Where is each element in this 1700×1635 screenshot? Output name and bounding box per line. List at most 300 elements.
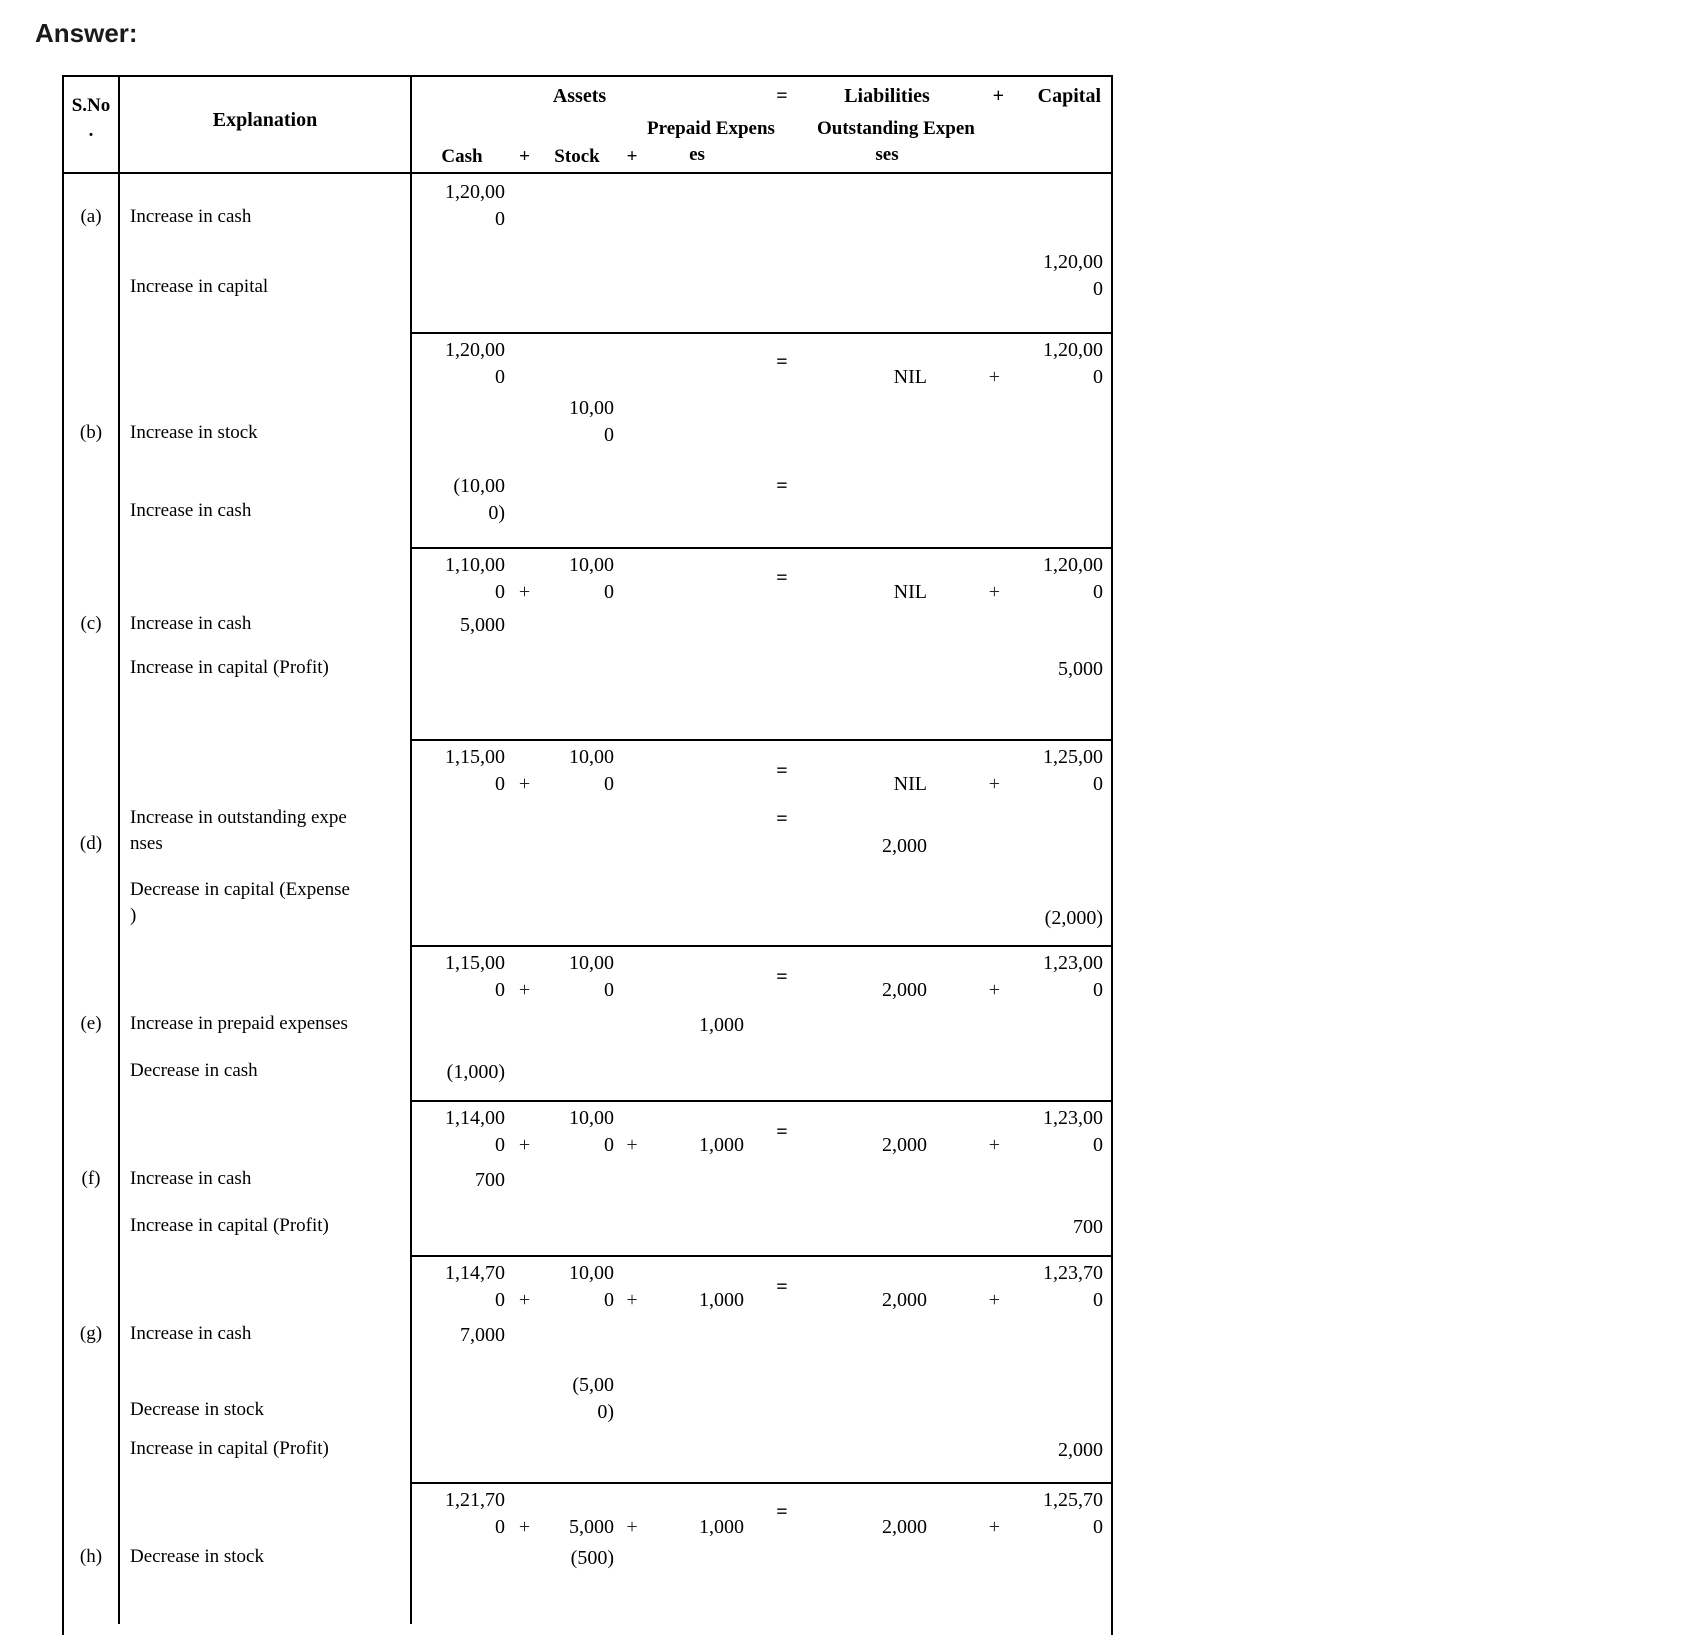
value-line — [1012, 878, 1103, 905]
table-row-e-balance — [64, 1100, 1111, 1162]
explanation-line: nses — [130, 833, 163, 854]
value-line: + — [626, 1134, 638, 1156]
equals-sign — [747, 390, 817, 468]
value-line: + — [518, 581, 531, 603]
value-line — [957, 1487, 1000, 1514]
accounting-equation-table — [62, 75, 1113, 1635]
sno-cell — [64, 1432, 120, 1482]
value-line: 10,00 — [569, 1262, 614, 1284]
prepaid-expenses-cell — [647, 651, 747, 695]
value-line: 1,000 — [699, 1289, 744, 1311]
cash-cell — [412, 1432, 512, 1482]
capital-cell — [1012, 1007, 1111, 1054]
stock-cell — [537, 468, 617, 547]
plus-operator-1 — [512, 1162, 537, 1209]
plus-operator-3 — [957, 1007, 1012, 1054]
cash-cell — [412, 1484, 512, 1541]
table-row-g-balance — [64, 1482, 1111, 1540]
explanation-cell — [120, 1584, 412, 1624]
table-row-g-entry — [64, 1367, 1111, 1432]
plus-operator-3 — [957, 1540, 1012, 1584]
plus-operator-3 — [957, 1317, 1012, 1367]
table-row-h-entry — [64, 1540, 1111, 1584]
plus-column-spacer — [957, 113, 1012, 174]
explanation-line: Increase in cash — [130, 1323, 252, 1344]
explanation-line: Increase in capital — [130, 276, 269, 297]
prepaid-expenses-header — [647, 113, 775, 174]
sno-cell — [64, 390, 120, 468]
value-line: NIL — [893, 366, 927, 388]
explanation-cell — [120, 651, 412, 695]
stock-cell — [537, 1054, 617, 1100]
value-line — [817, 337, 927, 364]
value-line: 700 — [475, 1169, 505, 1191]
table-row-f-entry — [64, 1209, 1111, 1255]
explanation-line — [130, 248, 131, 274]
sno-cell — [64, 739, 120, 801]
cash-cell — [412, 651, 512, 695]
explanation-cell — [120, 1100, 412, 1162]
value-line — [817, 744, 927, 771]
stock-cell — [537, 1162, 617, 1209]
plus-operator-3 — [957, 1367, 1012, 1432]
value-line: 1,15,00 — [445, 952, 505, 974]
explanation-cell — [120, 1367, 412, 1432]
explanation-cell — [120, 174, 412, 244]
value-line — [512, 744, 537, 771]
outstanding-expenses-cell — [817, 873, 957, 945]
equation-area — [412, 547, 1111, 607]
prepaid-expenses-cell — [647, 1054, 747, 1100]
explanation-cell — [120, 1540, 412, 1584]
value-line: NIL — [893, 773, 927, 795]
value-line: 10,00 — [569, 1107, 614, 1129]
sno-cell — [64, 607, 120, 651]
table-row-a-entry — [64, 174, 1111, 244]
value-line: 7,000 — [460, 1324, 505, 1346]
stock-cell — [537, 334, 617, 391]
cash-cell — [412, 607, 512, 651]
explanation-cell — [120, 607, 412, 651]
plus-operator-2 — [617, 1432, 647, 1482]
equation-area — [412, 1317, 1111, 1367]
explanation-line: Increase in cash — [130, 1168, 252, 1189]
sno-cell — [64, 1317, 120, 1367]
plus-sign-header: + — [992, 85, 1004, 107]
equals-sign — [747, 1484, 817, 1541]
value-line: (2,000) — [1044, 907, 1103, 929]
equation-area — [412, 332, 1111, 391]
equals-sign — [747, 334, 817, 391]
prepaid-expenses-cell — [647, 390, 747, 468]
explanation-column-header — [120, 77, 412, 174]
value-line: 5,000 — [569, 1516, 614, 1538]
equation-area — [412, 695, 1111, 739]
value-line: 0 — [495, 208, 505, 230]
stock-cell — [537, 1317, 617, 1367]
plus-operator-1 — [512, 1367, 537, 1432]
value-line: 0 — [1093, 773, 1103, 795]
value-line: 2,000 — [882, 979, 927, 1001]
plus-operator-3 — [957, 1257, 1012, 1317]
value-line: 2,000 — [882, 1516, 927, 1538]
value-line — [617, 1260, 647, 1287]
sno-cell — [64, 1162, 120, 1209]
value-line: 0 — [495, 979, 505, 1001]
value-line: 1,000 — [699, 1516, 744, 1538]
plus-operator-2 — [617, 468, 647, 547]
value-line: (10,00 — [453, 475, 505, 497]
plus-operator-3 — [957, 873, 1012, 945]
plus-operator-2 — [617, 390, 647, 468]
plus-operator-2 — [617, 873, 647, 945]
table-row-b-entry — [64, 390, 1111, 468]
equals-sign — [747, 174, 817, 244]
value-line: 0 — [1093, 366, 1103, 388]
value-line: 0 — [1093, 278, 1103, 300]
sno-label — [91, 805, 92, 831]
equals-sign — [747, 947, 817, 1007]
prepaid-expenses-cell — [647, 1102, 747, 1162]
plus-operator-2 — [617, 174, 647, 244]
value-line: 1,10,00 — [445, 554, 505, 576]
plus-operator-2 — [617, 947, 647, 1007]
sno-label: (b) — [79, 422, 103, 443]
value-line: (1,000) — [446, 1061, 505, 1083]
sno-cell — [64, 1540, 120, 1584]
capital-cell — [1012, 947, 1111, 1007]
value-line: (500) — [570, 1547, 614, 1569]
value-line — [817, 1487, 927, 1514]
value-line: 10,00 — [569, 746, 614, 768]
equation-area — [412, 1162, 1111, 1209]
plus-operator-2 — [617, 1367, 647, 1432]
plus-operator-2 — [617, 1162, 647, 1209]
plus-operator-1 — [512, 1054, 537, 1100]
answer-label: Answer: — [35, 18, 138, 48]
table-row-b-balance — [64, 547, 1111, 607]
sno-cell — [64, 945, 120, 1007]
equation-area — [412, 651, 1111, 695]
prepaid-expenses-cell — [647, 1162, 747, 1209]
plus-operator-3 — [957, 334, 1012, 391]
value-line: = — [776, 759, 788, 782]
value-line — [817, 806, 927, 833]
value-line: 0 — [1093, 581, 1103, 603]
plus-operator-1 — [512, 607, 537, 651]
value-line: 0 — [1093, 1289, 1103, 1311]
table-row-d-entry — [64, 801, 1111, 873]
plus-operator-3 — [957, 741, 1012, 801]
value-line: 1,25,70 — [1043, 1489, 1103, 1511]
value-line — [537, 1487, 614, 1514]
value-line: 0 — [495, 581, 505, 603]
value-line — [617, 1105, 647, 1132]
liabilities-header: Liabilities — [844, 85, 930, 107]
plus-operator-1 — [512, 873, 537, 945]
capital-header: Capital — [1037, 85, 1101, 107]
explanation-line: Increase in stock — [130, 422, 258, 443]
table-row-g-entry — [64, 1432, 1111, 1482]
plus-operator-1 — [512, 1317, 537, 1367]
outstanding-expenses-cell — [817, 390, 957, 468]
cash-cell — [412, 741, 512, 801]
value-line: + — [988, 581, 1000, 603]
explanation-cell — [120, 1209, 412, 1255]
explanation-line: Increase in prepaid expenses — [130, 1013, 348, 1034]
value-line — [512, 1260, 537, 1287]
equation-area — [412, 1584, 1111, 1624]
sno-cell — [64, 1209, 120, 1255]
cash-cell — [412, 1054, 512, 1100]
outstanding-expenses-cell — [817, 244, 957, 332]
explanation-cell — [120, 1162, 412, 1209]
table-row-c-entry — [64, 651, 1111, 695]
cash-cell — [412, 801, 512, 873]
equation-header — [412, 77, 1111, 174]
capital-cell — [1012, 873, 1111, 945]
explanation-line — [130, 472, 131, 498]
value-line — [957, 744, 1000, 771]
stock-cell — [537, 801, 617, 873]
sno-cell — [64, 1100, 120, 1162]
plus-operator-3 — [957, 651, 1012, 695]
plus-operator-1 — [512, 1432, 537, 1482]
explanation-cell — [120, 1054, 412, 1100]
equals-sign — [747, 1367, 817, 1432]
sno-cell — [64, 244, 120, 332]
plus-operator-1 — [512, 1007, 537, 1054]
equation-area — [412, 801, 1111, 873]
capital-cell — [1012, 334, 1111, 391]
stock-cell — [537, 1432, 617, 1482]
explanation-line: ) — [130, 905, 137, 926]
sno-cell — [64, 1482, 120, 1541]
value-line: = — [776, 1275, 788, 1298]
value-line — [647, 1105, 744, 1132]
explanation-cell — [120, 945, 412, 1007]
outstanding-expenses-cell — [817, 334, 957, 391]
outstanding-expenses-cell — [817, 1257, 957, 1317]
value-line: 0 — [1093, 1134, 1103, 1156]
sno-cell — [64, 174, 120, 244]
capital-cell — [1012, 468, 1111, 547]
explanation-line — [130, 394, 131, 420]
explanation-cell — [120, 1255, 412, 1317]
value-line: 1,000 — [699, 1134, 744, 1156]
value-line: 1,20,00 — [1043, 251, 1103, 273]
stock-header: Stock — [554, 146, 600, 167]
value-line: 0 — [495, 1516, 505, 1538]
table-row-e-entry — [64, 1054, 1111, 1100]
capital-cell — [1012, 801, 1111, 873]
cash-cell — [412, 549, 512, 607]
explanation-header-label: Explanation — [212, 109, 318, 131]
stock-cell — [537, 1007, 617, 1054]
sno-label: (c) — [80, 613, 102, 634]
equation-area — [412, 1255, 1111, 1317]
table-row-e-entry — [64, 1007, 1111, 1054]
value-line: (5,00 — [572, 1374, 614, 1396]
equation-area — [412, 174, 1111, 244]
outstanding-expenses-cell — [817, 1432, 957, 1482]
value-line: = — [776, 475, 788, 497]
sno-cell — [64, 1007, 120, 1054]
value-line: + — [518, 1516, 531, 1538]
value-line — [647, 1487, 744, 1514]
outstanding-expenses-header — [817, 113, 975, 174]
sno-cell — [64, 651, 120, 695]
outstanding-expenses-cell — [817, 1484, 957, 1541]
prepaid-expenses-cell — [647, 1367, 747, 1432]
table-body — [64, 174, 1111, 1624]
value-line — [512, 1105, 537, 1132]
stock-cell — [537, 244, 617, 332]
explanation-line: Increase in outstanding expe — [130, 807, 347, 828]
equation-area — [412, 468, 1111, 547]
capital-cell — [1012, 390, 1111, 468]
prepaid-expenses-cell — [647, 1257, 747, 1317]
equals-sign — [747, 549, 817, 607]
prepaid-expenses-cell — [647, 1540, 747, 1584]
value-line: 0 — [604, 1134, 614, 1156]
value-line: 5,000 — [460, 614, 505, 636]
value-line — [957, 552, 1000, 579]
value-line — [957, 1105, 1000, 1132]
outstanding-expenses-cell — [817, 468, 957, 547]
explanation-cell — [120, 801, 412, 873]
value-line: 10,00 — [569, 952, 614, 974]
value-line — [957, 337, 1000, 364]
table-row-h-spacer — [64, 1584, 1111, 1624]
sno-label — [91, 178, 92, 204]
value-line: 1,25,00 — [1043, 746, 1103, 768]
cash-cell — [412, 244, 512, 332]
stock-cell — [537, 741, 617, 801]
explanation-line: Decrease in capital (Expense — [130, 879, 350, 900]
value-line: + — [626, 1516, 638, 1538]
value-line: 0 — [1093, 979, 1103, 1001]
value-line: 0 — [604, 581, 614, 603]
table-row-a-balance — [64, 332, 1111, 390]
explanation-line: Decrease in stock — [130, 1399, 264, 1420]
sno-cell — [64, 1255, 120, 1317]
equals-sign — [747, 468, 817, 547]
value-line: 1,23,00 — [1043, 952, 1103, 974]
equation-area — [412, 873, 1111, 945]
cash-cell — [412, 1162, 512, 1209]
equals-sign — [747, 741, 817, 801]
outstanding-expenses-cell — [817, 1367, 957, 1432]
stock-cell — [537, 1257, 617, 1317]
plus-operator-1 — [512, 468, 537, 547]
table-row-g-entry — [64, 1317, 1111, 1367]
value-line: 1,14,70 — [445, 1262, 505, 1284]
explanation-cell — [120, 390, 412, 468]
plus-operator-3 — [957, 174, 1012, 244]
value-line: = — [776, 1501, 788, 1523]
value-line: + — [988, 979, 1000, 1001]
outstanding-expenses-cell — [817, 1054, 957, 1100]
prepaid-expenses-header-line2: es — [689, 144, 705, 165]
value-line — [817, 1105, 927, 1132]
value-line: 0 — [604, 424, 614, 446]
sno-cell — [64, 801, 120, 873]
value-line — [817, 950, 927, 977]
explanation-line — [130, 178, 131, 204]
equals-sign — [747, 1209, 817, 1255]
value-line: 2,000 — [882, 1289, 927, 1311]
equation-area — [412, 1054, 1111, 1100]
stock-cell — [537, 873, 617, 945]
plus-operator-1 — [512, 1209, 537, 1255]
stock-cell — [537, 390, 617, 468]
value-line: = — [776, 808, 788, 830]
sno-cell — [64, 1584, 120, 1624]
outstanding-expenses-cell — [817, 1209, 957, 1255]
stock-cell — [537, 174, 617, 244]
value-line: + — [988, 1134, 1000, 1156]
sno-label: (d) — [79, 833, 103, 854]
outstanding-expenses-cell — [817, 1162, 957, 1209]
plus-operator-1 — [512, 244, 537, 332]
plus-operator-3 — [957, 390, 1012, 468]
outstanding-expenses-cell — [817, 549, 957, 607]
stock-cell — [537, 1102, 617, 1162]
plus-operator-1 — [512, 1484, 537, 1541]
table-row-d-entry — [64, 873, 1111, 945]
equation-area — [412, 390, 1111, 468]
stock-cell — [537, 1209, 617, 1255]
value-line: + — [988, 1289, 1000, 1311]
plus-operator-1 — [512, 1540, 537, 1584]
explanation-line: Increase in capital (Profit) — [130, 1438, 329, 1459]
value-line: 1,15,00 — [445, 746, 505, 768]
outstanding-expenses-cell — [817, 607, 957, 651]
plus-operator-3 — [957, 244, 1012, 332]
plus-operator-3 — [957, 549, 1012, 607]
plus-operator-1 — [512, 741, 537, 801]
value-line: 1,20,00 — [445, 181, 505, 203]
explanation-cell — [120, 1432, 412, 1482]
value-line — [817, 1260, 927, 1287]
value-line: = — [776, 351, 788, 373]
prepaid-expenses-cell — [647, 1317, 747, 1367]
value-line: + — [518, 1134, 531, 1156]
plus-operator-2 — [617, 607, 647, 651]
value-line — [957, 1260, 1000, 1287]
value-line: 700 — [1073, 1216, 1103, 1238]
plus-operator-3 — [957, 1209, 1012, 1255]
capital-cell — [1012, 1432, 1111, 1482]
value-line: 2,000 — [882, 1134, 927, 1156]
cash-cell — [412, 947, 512, 1007]
equals-sign — [747, 873, 817, 945]
prepaid-expenses-cell — [647, 947, 747, 1007]
plus-operator-2 — [617, 1054, 647, 1100]
value-line: 10,00 — [569, 397, 614, 419]
equals-sign — [747, 1162, 817, 1209]
equals-sign-header: = — [776, 85, 788, 107]
value-line: + — [518, 979, 531, 1001]
prepaid-expenses-cell — [647, 1432, 747, 1482]
value-line: NIL — [893, 581, 927, 603]
stock-cell — [537, 651, 617, 695]
value-line: = — [776, 965, 788, 988]
table-row-c-entry — [64, 607, 1111, 651]
capital-cell — [1012, 1367, 1111, 1432]
value-line: 0 — [604, 979, 614, 1001]
